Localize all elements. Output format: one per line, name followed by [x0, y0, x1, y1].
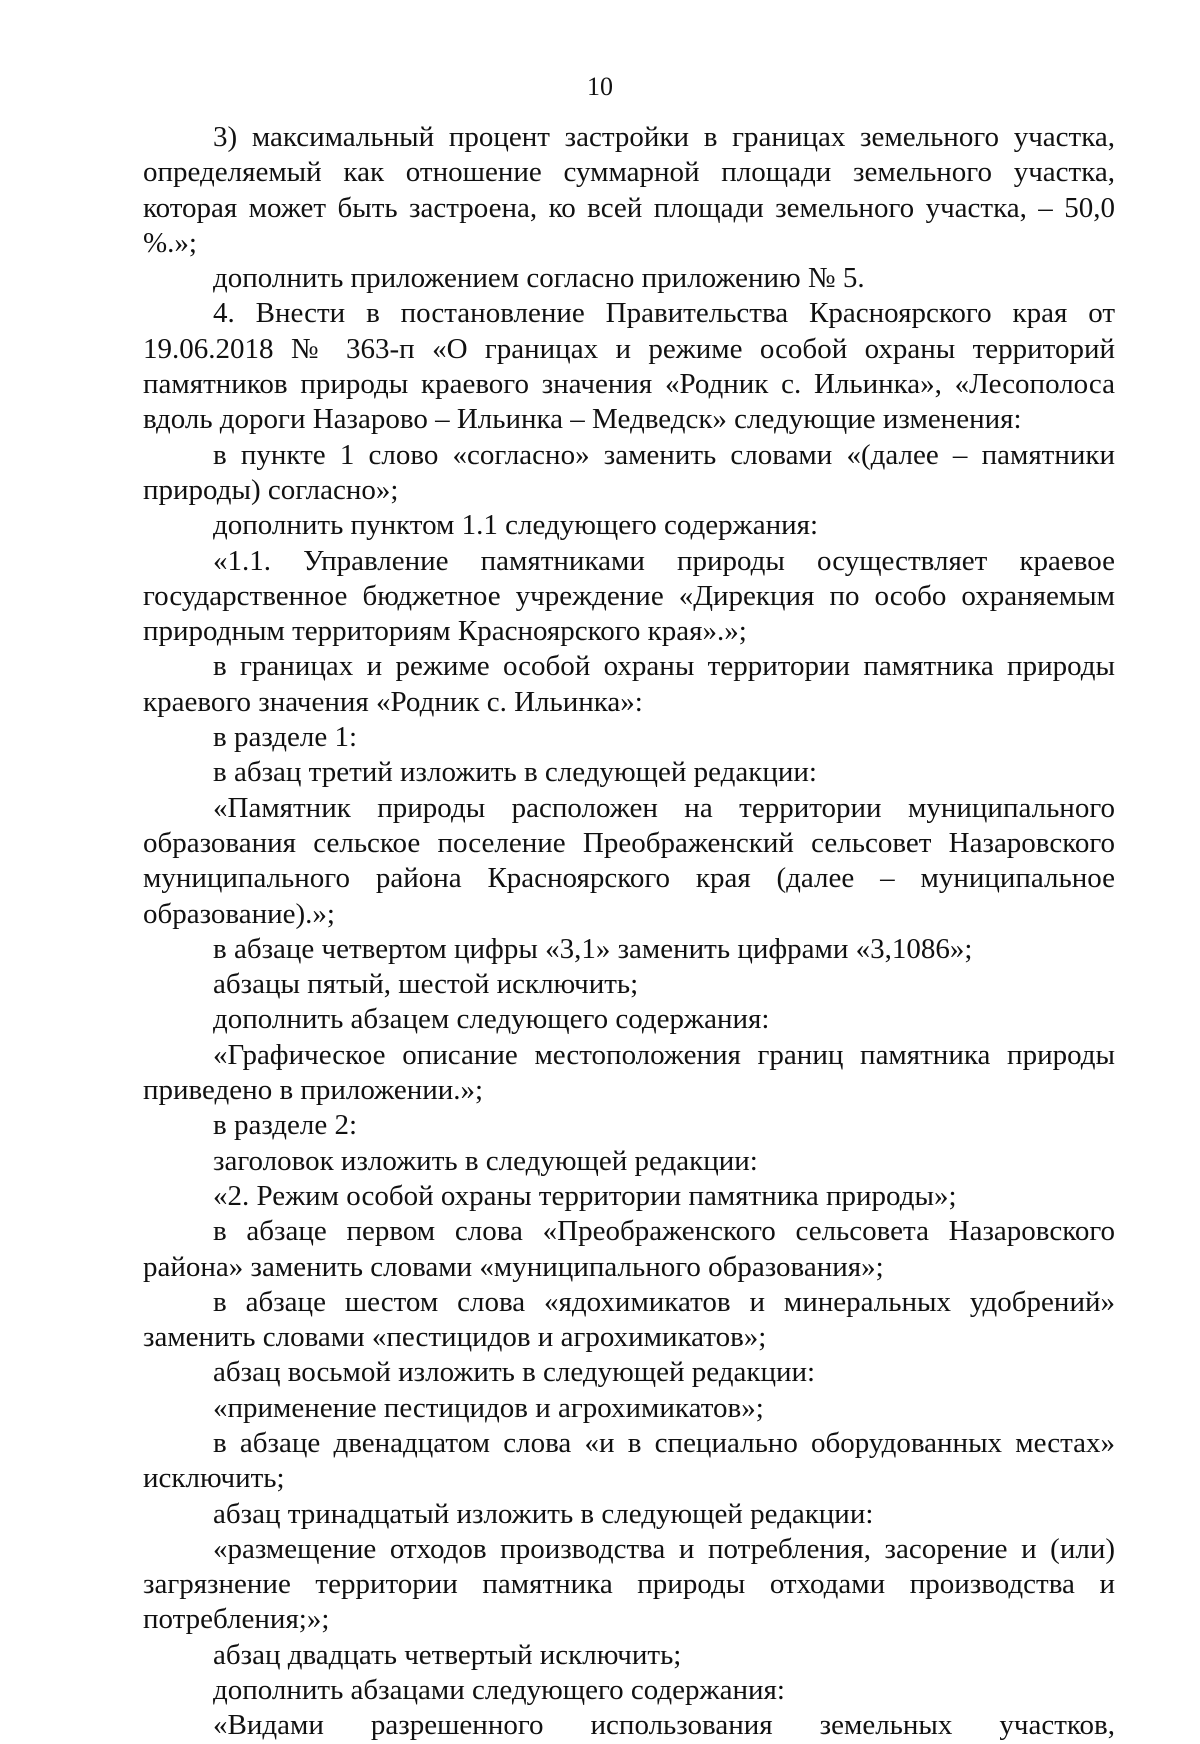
- paragraph-9: в абзац третий изложить в следующей редакции:: [213, 756, 817, 789]
- paragraph-25: абзац двадцать четвертый исключить;: [213, 1638, 682, 1671]
- paragraph-3: 4. Внести в постановление Правительства Красноярского края от 19.06.2018 № 363-п «О границах и режиме особой охраны территорий памятников природы краевого значения «Родник с. Ильинка», «Лесополоса вдоль дороги Назарово – Ильинка – Медведск» следующие изменения:: [143, 297, 1115, 436]
- paragraph-5: дополнить пунктом 1.1 следующего содержания:: [213, 509, 819, 542]
- paragraph-20: абзац восьмой изложить в следующей редакции:: [213, 1356, 816, 1389]
- paragraph-10: «Памятник природы расположен на территории муниципального образования сельское поселение Преображенский сельсовет Назаровского муниципального района Красноярского края (далее – муниципальное образование).»;: [143, 791, 1115, 930]
- paragraph-24: «размещение отходов производства и потребления, засорение и (или) загрязнение территории памятника природы отходами производства и потребления;»;: [143, 1532, 1115, 1636]
- paragraph-16: заголовок изложить в следующей редакции:: [213, 1144, 758, 1177]
- paragraph-18: в абзаце первом слова «Преображенского сельсовета Назаровского района» заменить словами «муниципального образования»;: [143, 1215, 1115, 1283]
- paragraph-19: в абзаце шестом слова «ядохимикатов и минеральных удобрений» заменить словами «пестицидов и агрохимикатов»;: [143, 1285, 1115, 1354]
- paragraph-21: «применение пестицидов и агрохимикатов»;: [213, 1391, 764, 1424]
- paragraph-22: в абзаце двенадцатом слова «и в специально оборудованных местах» исключить;: [143, 1426, 1115, 1495]
- paragraph-2: дополнить приложением согласно приложению № 5.: [213, 262, 865, 295]
- paragraph-15: в разделе 2:: [213, 1109, 358, 1142]
- paragraph-11: в абзаце четвертом цифры «3,1» заменить цифрами «3,1086»;: [213, 932, 973, 965]
- paragraph-26: дополнить абзацами следующего содержания:: [213, 1674, 785, 1707]
- paragraph-4: в пункте 1 слово «согласно» заменить словами «(далее – памятники природы) согласно»;: [143, 438, 1115, 506]
- paragraph-23: абзац тринадцатый изложить в следующей редакции:: [213, 1497, 874, 1530]
- page-number: 10: [587, 72, 613, 101]
- document-body: [143, 120, 1115, 1744]
- paragraph-1: 3) максимальный процент застройки в границах земельного участка, определяемый как отношение суммарной площади земельного участка, которая может быть застроена, ко всей площади земельного участка, – 50,0 %.»;: [143, 121, 1115, 259]
- paragraph-8: в разделе 1:: [213, 721, 358, 754]
- paragraph-12: абзацы пятый, шестой исключить;: [213, 968, 639, 1001]
- paragraph-27: «Видами разрешенного использования земельных участков,: [213, 1709, 1115, 1742]
- paragraph-13: дополнить абзацем следующего содержания:: [213, 1003, 770, 1036]
- paragraph-6: «1.1. Управление памятниками природы осуществляет краевое государственное бюджетное учреждение «Дирекция по особо охраняемым природным территориям Красноярского края».»;: [143, 544, 1115, 648]
- paragraph-17: «2. Режим особой охраны территории памятника природы»;: [213, 1179, 957, 1212]
- paragraph-7: в границах и режиме особой охраны территории памятника природы краевого значения «Родник с. Ильинка»:: [143, 650, 1115, 718]
- paragraph-14: «Графическое описание местоположения границ памятника природы приведено в приложении.»;: [143, 1038, 1115, 1107]
